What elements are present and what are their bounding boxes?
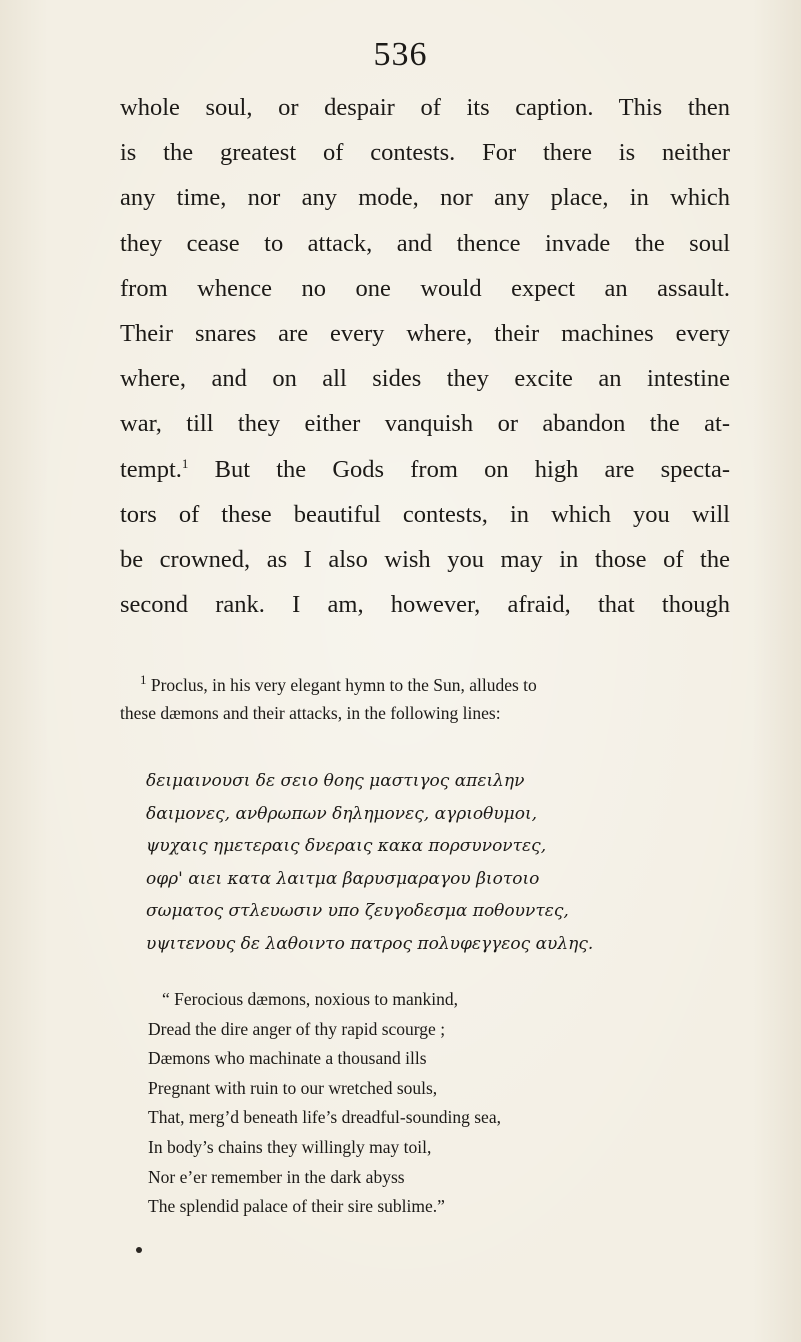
greek-verse-line: υψιτενους δε λαθοιντο πατρος πολυφεγγεος αυλης.: [146, 933, 594, 954]
body-line: where, and on all sides they excite an intestine: [120, 365, 730, 393]
footnote-line: these dæmons and their attacks, in the following lines:: [120, 703, 501, 723]
body-line: war, till they either vanquish or abandon the at-: [120, 410, 730, 438]
translation-line: That, merg’d beneath life’s dreadful-sounding sea,: [148, 1107, 501, 1128]
translation-line: In body’s chains they willingly may toil,: [148, 1136, 432, 1157]
footnote-text: Proclus, in his very elegant hymn to the Sun, alludes to: [150, 675, 537, 695]
body-line: any time, nor any mode, nor any place, in which: [120, 184, 730, 212]
footnote-marker: 1: [140, 672, 147, 688]
greek-verse-line: δειμαινουσι δε σειο θοης μαστιγος απειλην: [146, 771, 525, 791]
greek-verse-line: δαιμονες, ανθρωπων δηλημονες, αγριοθυμοι,: [146, 803, 538, 824]
footnote-reference[interactable]: 1: [181, 455, 189, 471]
greek-verse-line: σωματος στλευωσιν υπο ζευγοδεσμα ποθουντες,: [146, 901, 569, 921]
greek-verse-line: ψυχαις ημετεραις δνεραις κακα πορσυνοντες,: [146, 836, 547, 856]
body-line: from whence no one would expect an assault.: [120, 274, 730, 302]
body-line: they cease to attack, and thence invade the soul: [120, 229, 730, 257]
main-text: [120, 85, 730, 627]
body-line: tors of these beautiful contests, in which you will: [120, 500, 730, 528]
greek-verse-line: οφρ' αιει κατα λαιτμα βαρυσμαραγου βιοτοιο: [146, 868, 540, 889]
body-line-segment: tempt.: [120, 455, 182, 483]
translation-line: Dæmons who machinate a thousand ills: [148, 1048, 427, 1069]
translation-line: Dread the dire anger of thy rapid scourge ;: [148, 1018, 446, 1039]
page-number: 536: [373, 36, 428, 73]
greek-quotation: [146, 765, 726, 960]
footnote-line: [120, 671, 730, 699]
footnote: [120, 671, 730, 727]
body-line: Their snares are every where, their machines every: [120, 320, 730, 348]
translation-line: The splendid palace of their sire sublime.”: [148, 1196, 445, 1217]
translation-line: “ Ferocious dæmons, noxious to mankind,: [162, 989, 459, 1009]
body-line: be crowned, as I also wish you may in those of the: [120, 546, 730, 574]
ink-dot: [136, 1247, 142, 1253]
body-line: whole soul, or despair of its caption. This then: [120, 94, 730, 121]
translation-line: Nor e’er remember in the dark abyss: [148, 1166, 405, 1187]
body-line-segment: But the Gods from on high are specta-: [214, 455, 730, 483]
body-line: is the greatest of contests. For there is neither: [120, 139, 730, 167]
english-translation: [148, 985, 728, 1222]
body-line: second rank. I am, however, afraid, that though: [120, 591, 730, 619]
body-line: [120, 447, 730, 492]
translation-line: Pregnant with ruin to our wretched souls,: [148, 1077, 438, 1098]
